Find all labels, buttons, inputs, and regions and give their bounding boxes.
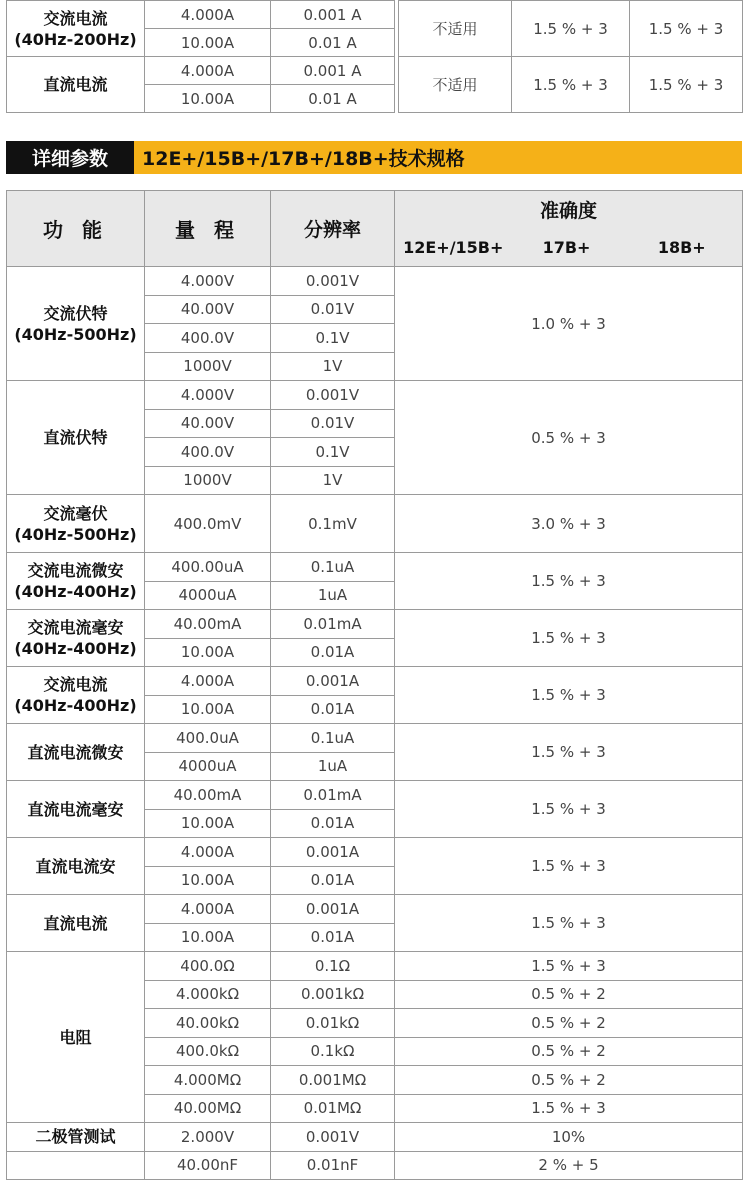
function-label: 交流电流微安 [27,561,124,580]
accuracy-cell: 1.5 % + 3 [630,1,743,57]
resolution-cell: 0.01A [271,695,395,724]
function-label: 交流电流毫安 [27,618,124,637]
resolution-cell: 0.01A [271,923,395,952]
resolution-cell: 0.1V [271,438,395,467]
function-cell [7,610,145,667]
range-cell: 1000V [145,352,271,381]
range-cell: 10.00A [145,923,271,952]
header-model-18b: 18B+ [622,229,743,267]
resolution-cell: 0.001A [271,667,395,696]
resolution-cell: 0.001V [271,1123,395,1152]
range-cell: 4000uA [145,581,271,610]
range-cell: 1000V [145,466,271,495]
accuracy-cell: 0.5 % + 2 [395,1009,743,1038]
function-cell: 二极管测试 [7,1123,145,1152]
resolution-cell: 0.1V [271,324,395,353]
resolution-cell: 0.001V [271,381,395,410]
resolution-cell: 0.01A [271,809,395,838]
resolution-cell: 1V [271,352,395,381]
range-cell: 40.00mA [145,781,271,810]
accuracy-cell: 1.5 % + 3 [395,1094,743,1123]
accuracy-cell: 1.5 % + 3 [395,952,743,981]
function-label: 直流伏特 [43,428,108,447]
function-cell [7,781,145,838]
table-row [7,553,743,582]
accuracy-cell: 0.5 % + 2 [395,980,743,1009]
function-cell [7,381,145,495]
header-function: 功 能 [7,191,145,267]
banner-label: 详细参数 [6,141,134,174]
range-cell: 4.000kΩ [145,980,271,1009]
accuracy-cell: 1.5 % + 3 [630,57,743,113]
table-row [7,724,743,753]
accuracy-cell: 1.5 % + 3 [395,553,743,610]
range-cell: 10.00A [145,638,271,667]
range-cell: 4.000A [145,1,271,29]
range-cell: 400.0Ω [145,952,271,981]
range-cell: 4.000V [145,381,271,410]
resolution-cell: 0.001 A [271,1,395,29]
function-cell: 电阻 [7,952,145,1123]
range-cell: 40.00MΩ [145,1094,271,1123]
function-cell [7,895,145,952]
resolution-cell: 0.01mA [271,781,395,810]
resolution-cell: 0.1mV [271,495,395,553]
accuracy-cell: 不适用 [399,1,512,57]
header-accuracy: 准确度 [395,191,743,229]
function-label: 直流电流 [43,913,108,933]
range-cell: 2.000V [145,1123,271,1152]
spec-table [6,190,742,1180]
table-row [7,267,743,296]
header-model-17b: 17B+ [512,229,622,267]
table-row [7,781,743,810]
accuracy-cell: 1.5 % + 3 [395,610,743,667]
range-cell: 400.0V [145,438,271,467]
range-cell: 4.000A [145,895,271,924]
resolution-cell: 0.1uA [271,724,395,753]
table-row [7,381,743,410]
resolution-cell: 0.01kΩ [271,1009,395,1038]
resolution-cell: 0.001A [271,838,395,867]
function-label: (40Hz-400Hz) [14,582,137,601]
resolution-cell: 0.1uA [271,553,395,582]
accuracy-cell: 1.5 % + 3 [395,781,743,838]
range-cell: 10.00A [145,695,271,724]
range-cell: 40.00V [145,409,271,438]
function-cell: 直流电流 [7,57,145,113]
function-label: 交流毫伏 [43,503,108,523]
resolution-cell: 0.1Ω [271,952,395,981]
range-cell: 40.00nF [145,1151,271,1180]
range-cell: 4.000V [145,267,271,296]
range-cell: 400.00uA [145,553,271,582]
range-cell: 10.00A [145,85,271,113]
range-cell: 400.0kΩ [145,1037,271,1066]
accuracy-cell: 1.5 % + 3 [512,1,630,57]
resolution-cell: 1uA [271,752,395,781]
function-cell [7,838,145,895]
accuracy-cell: 0.5 % + 2 [395,1066,743,1095]
range-cell: 40.00kΩ [145,1009,271,1038]
table-row [7,667,743,696]
resolution-cell: 0.01nF [271,1151,395,1180]
range-cell: 4000uA [145,752,271,781]
resolution-cell: 0.01V [271,295,395,324]
resolution-cell: 0.01mA [271,610,395,639]
range-cell: 10.00A [145,809,271,838]
range-cell: 4.000A [145,57,271,85]
range-cell: 10.00A [145,29,271,57]
resolution-cell: 0.001 A [271,57,395,85]
range-cell: 400.0uA [145,724,271,753]
table-row [7,838,743,867]
range-cell: 4.000MΩ [145,1066,271,1095]
header-model-12e-15b: 12E+/15B+ [395,229,512,267]
accuracy-cell: 1.5 % + 3 [395,838,743,895]
range-cell: 400.0V [145,324,271,353]
table-row [7,1151,743,1180]
table-row [7,1123,743,1152]
resolution-cell: 1uA [271,581,395,610]
accuracy-cell: 1.0 % + 3 [395,267,743,381]
resolution-cell: 0.001kΩ [271,980,395,1009]
accuracy-cell: 1.5 % + 3 [395,667,743,724]
range-cell: 4.000A [145,667,271,696]
accuracy-cell: 3.0 % + 3 [395,495,743,553]
function-label: 交流伏特 [43,303,108,323]
accuracy-cell: 不适用 [399,57,512,113]
function-label: (40Hz-500Hz) [14,524,137,544]
function-cell [7,724,145,781]
function-label: (40Hz-500Hz) [14,324,137,344]
function-label: 直流电流毫安 [27,799,124,819]
function-label: (40Hz-400Hz) [14,639,137,658]
resolution-cell: 0.01 A [271,85,395,113]
resolution-cell: 0.001MΩ [271,1066,395,1095]
accuracy-cell: 0.5 % + 2 [395,1037,743,1066]
range-cell: 400.0mV [145,495,271,553]
resolution-cell: 0.001V [271,267,395,296]
table-row [7,895,743,924]
resolution-cell: 0.01A [271,638,395,667]
accuracy-cell: 1.5 % + 3 [395,895,743,952]
resolution-cell: 0.001A [271,895,395,924]
range-cell: 40.00V [145,295,271,324]
resolution-cell: 0.01 A [271,29,395,57]
range-cell: 4.000A [145,838,271,867]
header-resolution: 分辨率 [271,191,395,267]
accuracy-cell: 1.5 % + 3 [395,724,743,781]
function-cell [7,553,145,610]
resolution-cell: 0.01V [271,409,395,438]
resolution-cell: 0.1kΩ [271,1037,395,1066]
function-cell [7,1151,145,1180]
table-row [7,610,743,639]
accuracy-cell: 0.5 % + 3 [395,381,743,495]
table-row [7,952,743,981]
table-row [7,495,743,553]
function-label: (40Hz-400Hz) [14,696,137,715]
banner-title: 12E+/15B+/17B+/18B+技术规格 [134,141,742,174]
resolution-cell: 0.01MΩ [271,1094,395,1123]
function-cell [7,667,145,724]
function-label: 直流电流微安 [27,742,124,762]
function-label: 交流电流 [43,675,108,694]
accuracy-cell: 2 % + 5 [395,1151,743,1180]
accuracy-cell: 10% [395,1123,743,1152]
header-range: 量 程 [145,191,271,267]
range-cell: 40.00mA [145,610,271,639]
resolution-cell: 0.01A [271,866,395,895]
function-label: 直流电流安 [35,856,116,876]
function-cell [7,495,145,553]
function-cell [7,267,145,381]
function-cell: 交流电流 (40Hz-200Hz) [7,1,145,57]
resolution-cell: 1V [271,466,395,495]
section-banner [6,141,742,174]
previous-spec-table [6,0,742,113]
accuracy-cell: 1.5 % + 3 [512,57,630,113]
range-cell: 10.00A [145,866,271,895]
